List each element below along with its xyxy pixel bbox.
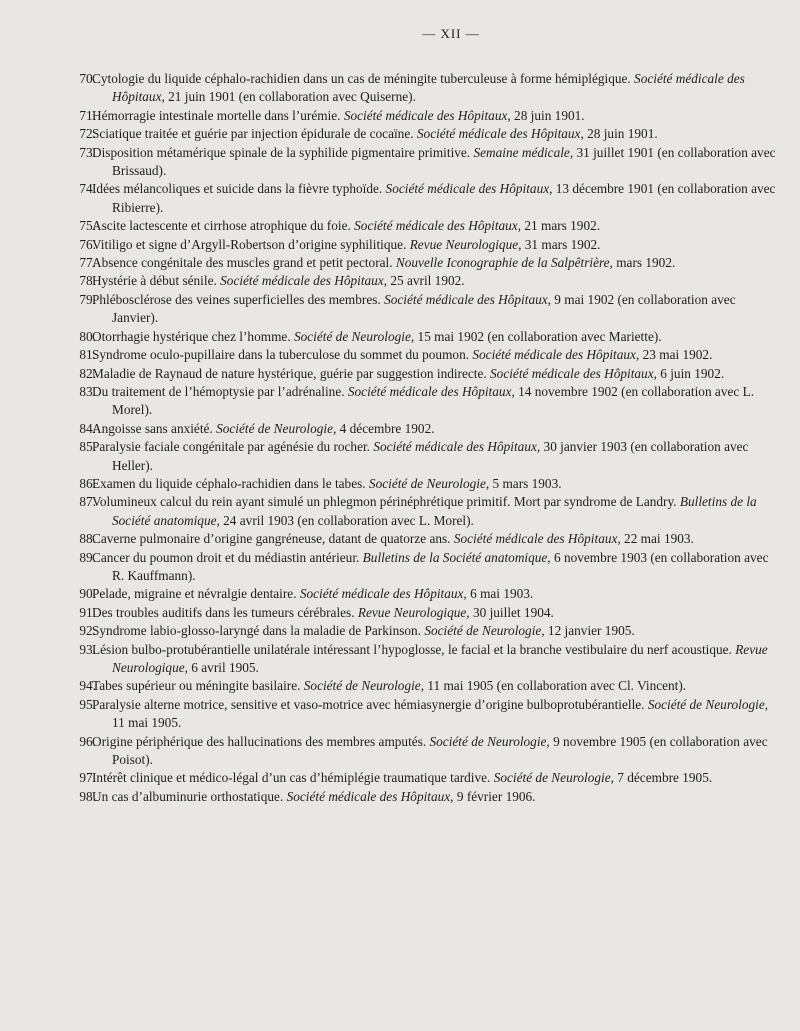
entry-source: Société de Neurologie, xyxy=(647,696,769,712)
bibliography-entry xyxy=(79,788,778,806)
entry-details: 21 juin 1901 (en collaboration avec Quiserne). xyxy=(164,89,416,105)
entry-source: Société de Neurologie, xyxy=(493,770,614,786)
bibliography-entry xyxy=(79,696,778,733)
entry-text xyxy=(92,292,736,325)
entry-number: 81. xyxy=(79,347,96,363)
entry-text xyxy=(92,476,562,491)
entry-title: Lésion bulbo-protubérantielle unilatérale intéressant l’hypoglosse, le facial et la branche vestibulaire du nerf acoustique. xyxy=(92,641,736,657)
bibliography-entry xyxy=(79,180,778,217)
bibliography-entry xyxy=(79,272,778,290)
entry-text xyxy=(92,531,694,546)
entry-text xyxy=(92,642,768,675)
entry-title: Des troubles auditifs dans les tumeurs cérébrales. xyxy=(92,604,358,620)
entry-source: Revue Neurologique, xyxy=(409,236,522,252)
entry-title: Sciatique traitée et guérie par injection épidurale de cocaïne. xyxy=(92,126,417,142)
entry-details: 31 juillet 1901 (en collaboration avec Brissaud). xyxy=(112,144,776,179)
entry-source: Société de Neurologie, xyxy=(303,678,425,694)
entry-title: Syndrome oculo-pupillaire dans la tuberculose du sommet du poumon. xyxy=(92,347,473,363)
entry-number: 90. xyxy=(79,586,96,602)
entry-details: 13 décembre 1901 (en collaboration avec Ribierre). xyxy=(112,181,776,215)
entry-text xyxy=(92,347,712,362)
entry-source: Société de Neurologie, xyxy=(216,420,337,436)
entry-details: 5 mars 1903. xyxy=(489,475,562,491)
entry-text xyxy=(92,329,662,344)
bibliography-entry xyxy=(79,641,778,678)
entry-number: 86. xyxy=(79,475,96,491)
entry-number: 76. xyxy=(79,236,96,252)
entry-details: 9 novembre 1905 (en collaboration avec Poisot). xyxy=(112,733,768,768)
entry-source: Société médicale des Hôpitaux, xyxy=(299,586,467,602)
entry-text xyxy=(92,439,748,472)
bibliography-entry xyxy=(79,70,778,107)
entry-number: 96. xyxy=(79,733,96,749)
entry-number: 98. xyxy=(79,788,96,804)
entry-title: Cancer du poumon droit et du médiastin antérieur. xyxy=(92,549,363,565)
entry-details: 24 avril 1903 (en collaboration avec L. Morel). xyxy=(219,512,474,528)
entry-details: 7 décembre 1905. xyxy=(613,770,713,786)
entry-source: Société médicale des Hôpitaux, xyxy=(347,383,515,399)
entry-details: 28 juin 1901. xyxy=(510,107,585,123)
entry-details: 25 avril 1902. xyxy=(387,273,465,289)
bibliography-entry xyxy=(79,769,778,787)
entry-number: 80. xyxy=(79,328,96,344)
entry-title: Syndrome labio-glosso-laryngé dans la maladie de Parkinson. xyxy=(92,623,425,639)
entry-number: 78. xyxy=(79,273,96,289)
entry-details: 30 juillet 1904. xyxy=(469,604,554,620)
entry-title: Du traitement de l’hémoptysie par l’adrénaline. xyxy=(92,383,348,399)
bibliography-entry xyxy=(79,604,778,622)
entry-title: Idées mélancoliques et suicide dans la fièvre typhoïde. xyxy=(92,181,386,197)
entry-source: Société médicale des Hôpitaux, xyxy=(472,347,640,363)
entry-text xyxy=(92,770,712,785)
entry-number: 82. xyxy=(79,365,96,381)
entry-details: 22 mai 1903. xyxy=(620,531,694,547)
entry-details: 12 janvier 1905. xyxy=(544,623,635,639)
bibliography-entry xyxy=(79,622,778,640)
entry-details: 6 juin 1902. xyxy=(656,365,725,381)
bibliography-entry xyxy=(79,144,778,181)
entry-text xyxy=(92,126,658,141)
entry-number: 73. xyxy=(79,144,96,160)
entry-text xyxy=(92,237,601,252)
entry-text xyxy=(92,550,768,583)
entry-source: Société médicale des Hôpitaux, xyxy=(385,181,553,197)
entry-title: Hystérie à début sénile. xyxy=(92,273,221,289)
entry-details: 6 novembre 1903 (en collaboration avec R. Kauffmann). xyxy=(112,549,769,583)
entry-text xyxy=(92,366,724,381)
entry-title: Un cas d’albuminurie orthostatique. xyxy=(92,788,287,804)
entry-source: Bulletins de la Société anatomique, xyxy=(112,494,757,528)
entry-title: Origine périphérique des hallucinations des membres amputés. xyxy=(92,733,430,749)
entry-source: Semaine médicale, xyxy=(473,144,574,160)
entry-text xyxy=(92,605,554,620)
entry-source: Revue Neurologique, xyxy=(112,641,768,675)
entry-title: Caverne pulmonaire d’origine gangréneuse, datant de quatorze ans. xyxy=(92,531,454,547)
entry-title: Hémorragie intestinale mortelle dans l’urémie. xyxy=(92,107,344,123)
entry-details: 14 novembre 1902 (en collaboration avec L. Morel). xyxy=(112,383,755,418)
entry-text xyxy=(92,586,533,601)
bibliography-entry xyxy=(79,530,778,548)
entry-source: Société médicale des Hôpitaux, xyxy=(354,218,522,234)
entry-details: 6 mai 1903. xyxy=(466,586,534,602)
entry-text xyxy=(92,145,776,178)
entry-source: Société médicale des Hôpitaux, xyxy=(490,365,657,381)
entry-title: Examen du liquide céphalo-rachidien dans le tabes. xyxy=(92,475,369,491)
bibliography-list xyxy=(79,70,778,806)
entry-number: 70. xyxy=(79,71,96,86)
entry-number: 74. xyxy=(79,181,96,197)
entry-title: Tabes supérieur ou méningite basilaire. xyxy=(92,678,304,694)
entry-text xyxy=(92,734,768,767)
bibliography-entry xyxy=(79,107,778,125)
entry-source: Société médicale des Hôpitaux, xyxy=(112,71,745,105)
entry-title: Paralysie alterne motrice, sensitive et vaso-motrice avec hémiasynergie d’origine bulboprotubérantielle. xyxy=(92,696,648,712)
entry-title: Disposition métamérique spinale de la syphilide pigmentaire primitive. xyxy=(92,144,474,160)
entry-details: mars 1902. xyxy=(612,255,676,271)
bibliography-entry xyxy=(79,585,778,603)
entry-source: Société de Neurologie, xyxy=(293,328,415,344)
entry-title: Paralysie faciale congénitale par agénésie du rocher. xyxy=(92,439,374,455)
page-header: — XII — xyxy=(422,26,480,41)
entry-details: 30 janvier 1903 (en collaboration avec Heller). xyxy=(112,439,749,473)
bibliography-entry xyxy=(79,254,778,272)
entry-title: Pelade, migraine et névralgie dentaire. xyxy=(92,586,300,602)
entry-number: 77. xyxy=(79,255,96,271)
entry-number: 71. xyxy=(79,107,96,123)
entry-details: 9 février 1906. xyxy=(453,788,536,804)
entry-source: Société de Neurologie, xyxy=(424,623,545,639)
entry-details: 11 mai 1905 (en collaboration avec Cl. Vincent). xyxy=(424,678,687,694)
entry-title: Vitiligo et signe d’Argyll-Robertson d’origine syphilitique. xyxy=(92,236,410,252)
entry-source: Société médicale des Hôpitaux, xyxy=(220,273,388,289)
entry-title: Cytologie du liquide céphalo-rachidien dans un cas de méningite tuberculeuse à forme hémiplégique. xyxy=(92,71,635,86)
entry-number: 88. xyxy=(79,531,96,547)
entry-details: 6 avril 1905. xyxy=(187,660,259,675)
entry-source: Société de Neurologie, xyxy=(368,475,490,491)
bibliography-entry xyxy=(79,236,778,254)
entry-text xyxy=(92,255,675,270)
entry-number: 89. xyxy=(79,549,96,565)
bibliography-entry xyxy=(79,346,778,364)
entry-number: 95. xyxy=(79,696,96,712)
bibliography-entry xyxy=(79,125,778,143)
entry-text xyxy=(92,181,775,214)
entry-number: 94. xyxy=(79,678,96,694)
entry-text xyxy=(92,218,600,233)
entry-text xyxy=(92,421,435,436)
entry-number: 83. xyxy=(79,383,96,399)
bibliography-entry xyxy=(79,677,778,695)
bibliography-entry xyxy=(79,420,778,438)
bibliography-entry xyxy=(79,217,778,235)
entry-number: 97. xyxy=(79,770,96,786)
entry-number: 75. xyxy=(79,218,96,234)
entry-text xyxy=(92,697,768,730)
entry-number: 92. xyxy=(79,623,96,639)
entry-text xyxy=(92,494,757,527)
entry-title: Volumineux calcul du rein ayant simulé un phlegmon périnéphrétique primitif. Mort par syndrome de Landry. xyxy=(92,494,680,510)
entry-source: Nouvelle Iconographie de la Salpêtrière, xyxy=(395,255,613,271)
entry-text xyxy=(92,623,635,638)
entry-number: 91. xyxy=(79,604,96,620)
entry-details: 21 mars 1902. xyxy=(521,218,601,234)
entry-title: Maladie de Raynaud de nature hystérique, guérie par suggestion indirecte. xyxy=(92,365,491,381)
bibliography-entry xyxy=(79,328,778,346)
entry-details: 31 mars 1902. xyxy=(521,236,601,252)
bibliography-entry xyxy=(79,493,778,530)
entry-source: Société médicale des Hôpitaux, xyxy=(373,439,541,455)
entry-source: Bulletins de la Société anatomique, xyxy=(362,549,551,565)
entry-text xyxy=(92,678,686,693)
entry-number: 72. xyxy=(79,126,96,142)
entry-title: Intérêt clinique et médico-légal d’un cas d’hémiplégie traumatique tardive. xyxy=(92,770,494,786)
bibliography-entry xyxy=(79,733,778,770)
entry-text xyxy=(92,71,745,104)
entry-source: Revue Neurologique, xyxy=(357,604,470,620)
entry-details: 11 mai 1905. xyxy=(112,715,182,731)
entry-source: Société médicale des Hôpitaux, xyxy=(453,531,621,547)
entry-number: 87. xyxy=(79,494,96,510)
entry-number: 93. xyxy=(79,641,96,657)
entry-text xyxy=(92,108,585,123)
entry-title: Otorrhagie hystérique chez l’homme. xyxy=(92,328,294,344)
entry-source: Société médicale des Hôpitaux, xyxy=(384,291,551,307)
entry-details: 15 mai 1902 (en collaboration avec Mariette). xyxy=(414,328,662,344)
entry-title: Absence congénitale des muscles grand et petit pectoral. xyxy=(92,255,396,271)
entry-source: Société médicale des Hôpitaux, xyxy=(416,126,584,142)
entry-details: 23 mai 1902. xyxy=(639,347,713,363)
entry-title: Phlébosclérose des veines superficielles des membres. xyxy=(92,291,385,307)
entry-source: Société de Neurologie, xyxy=(429,733,550,749)
bibliography-entry xyxy=(79,365,778,383)
bibliography-entry xyxy=(79,549,778,586)
bibliography-entry xyxy=(79,438,778,475)
entry-text xyxy=(92,273,465,288)
bibliography-entry xyxy=(79,475,778,493)
entry-text xyxy=(92,789,536,804)
entry-number: 85. xyxy=(79,439,96,455)
entry-source: Société médicale des Hôpitaux, xyxy=(343,107,511,123)
entry-details: 9 mai 1902 (en collaboration avec Janvier). xyxy=(112,291,736,326)
bibliography-entry xyxy=(79,383,778,420)
entry-number: 79. xyxy=(79,291,96,307)
entry-text xyxy=(92,384,754,417)
entry-title: Ascite lactescente et cirrhose atrophique du foie. xyxy=(92,218,355,234)
entry-number: 84. xyxy=(79,420,96,436)
entry-source: Société médicale des Hôpitaux, xyxy=(286,788,454,804)
entry-details: 4 décembre 1902. xyxy=(336,420,435,436)
bibliography-entry xyxy=(79,291,778,328)
entry-title: Angoisse sans anxiété. xyxy=(92,420,217,436)
entry-details: 28 juin 1901. xyxy=(583,126,658,142)
